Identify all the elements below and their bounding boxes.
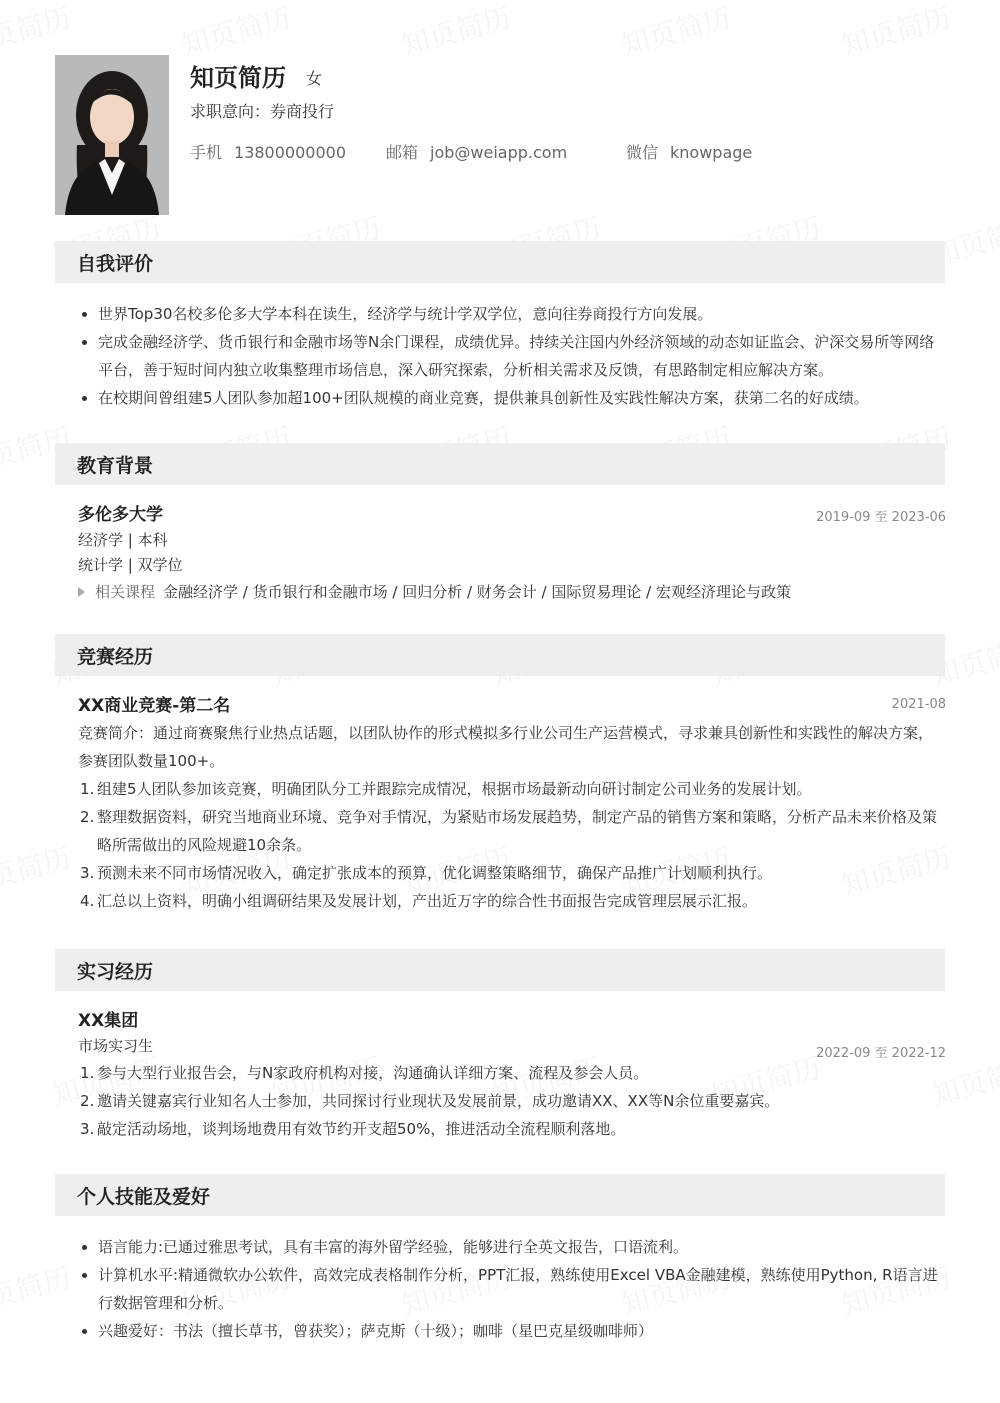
email-value: job@weiapp.com — [430, 143, 568, 162]
competition-block — [78, 693, 946, 915]
job-intent: 求职意向：券商投行 — [190, 102, 335, 121]
list-item — [78, 1115, 946, 1143]
profile-photo — [55, 55, 169, 215]
item-text: 邀请关键嘉宾行业知名人士参加，共同探讨行业现状及发展前景，成功邀请XX、XX等N余位重要嘉宾。 — [97, 1092, 780, 1110]
section-title: 自我评价 — [77, 252, 154, 275]
item-number: 3. — [80, 864, 95, 882]
internship-list — [78, 1059, 946, 1143]
competition-list — [78, 775, 946, 915]
triangle-right-icon — [78, 587, 85, 597]
item-text: 汇总以上资料，明确小组调研结果及发展计划，产出近万字的综合性书面报告完成管理层展示汇报。 — [97, 892, 758, 910]
candidate-gender: 女 — [306, 69, 323, 88]
item-text: 敲定活动场地，谈判场地费用有效节约开支超50%，推进活动全流程顺利落地。 — [97, 1120, 626, 1138]
company-name: XX集团 — [78, 1011, 139, 1031]
section-header-self-eval — [55, 241, 945, 283]
section-header-internship — [55, 949, 945, 991]
section-header-competition — [55, 634, 945, 676]
item-text: 预测未来不同市场情况收入，确定扩张成本的预算，优化调整策略细节，确保产品推广计划顺利执行。 — [97, 864, 773, 882]
skills-block — [78, 1233, 946, 1345]
competition-intro: 竞赛简介：通过商赛聚焦行业热点话题，以团队协作的形式模拟多行业公司生产运营模式，寻求兼具创新性和实践性的解决方案，参赛团队数量100+。 — [78, 724, 934, 770]
item-number: 4. — [80, 892, 95, 910]
list-item — [78, 803, 946, 859]
section-title: 个人技能及爱好 — [77, 1185, 211, 1208]
course-label: 相关课程 — [95, 583, 156, 601]
education-block — [78, 502, 946, 606]
list-item: 完成金融经济学、货币银行和金融市场等N余门课程，成绩优异。持续关注国内外经济领域的动态如证监会、沪深交易所等网络平台，善于短时间内独立收集整理市场信息，深入研究探索，分析相关需求及反馈，有思路制定相应解决方案。 — [78, 328, 946, 384]
watermark-text — [177, 0, 296, 64]
list-item: 计算机水平:精通微软办公软件，高效完成表格制作分析，PPT汇报，熟练使用Excel VBA金融建模，熟练使用Python, R语言进行数据管理和分析。 — [78, 1261, 946, 1317]
competition-name: XX商业竞赛-第二名 — [78, 696, 231, 716]
section-title: 实习经历 — [77, 960, 154, 983]
item-text: 组建5人团队参加该竞赛，明确团队分工并跟踪完成情况，根据市场最新动向研讨制定公司业务的发展计划。 — [97, 780, 812, 798]
section-header-education — [55, 443, 945, 485]
phone-label: 手机 — [190, 143, 223, 162]
wechat-value: knowpage — [670, 143, 753, 162]
item-number: 2. — [80, 1092, 95, 1110]
item-text: 整理数据资料，研究当地商业环境、竞争对手情况，为紧贴市场发展趋势，制定产品的销售方案和策略，分析产品未来价格及策略所需做出的风险规避10余条。 — [97, 808, 938, 854]
list-item: 在校期间曾组建5人团队参加超100+团队规模的商业竞赛，提供兼具创新性及实践性解决方案，获第二名的好成绩。 — [78, 384, 946, 412]
education-date: 2019-09 至 2023-06 — [816, 510, 946, 525]
email-label: 邮箱 — [386, 143, 419, 162]
section-title: 竞赛经历 — [77, 645, 154, 668]
wechat-label: 微信 — [626, 143, 659, 162]
item-number: 3. — [80, 1120, 95, 1138]
related-courses — [78, 578, 946, 606]
internship-role: 市场实习生 — [78, 1037, 154, 1055]
list-item — [78, 859, 946, 887]
contact-email — [386, 140, 567, 163]
school-name: 多伦多大学 — [78, 505, 163, 525]
watermark-text — [837, 0, 956, 64]
major-primary: 经济学 | 本科 — [78, 531, 168, 549]
watermark-text — [0, 1256, 75, 1324]
section-header-skills — [55, 1174, 945, 1216]
course-list: 金融经济学 / 货币银行和金融市场 / 回归分析 / 财务会计 / 国际贸易理论 / 宏观经济理论与政策 — [163, 583, 791, 601]
item-number: 1. — [80, 1064, 95, 1082]
self-eval-block — [78, 300, 946, 412]
section-title: 教育背景 — [77, 454, 154, 477]
list-item: 语言能力:已通过雅思考试，具有丰富的海外留学经验，能够进行全英文报告，口语流利。 — [78, 1233, 946, 1261]
watermark-text — [397, 0, 516, 64]
list-item: 兴趣爱好：书法（擅长草书，曾获奖）；萨克斯（十级）；咖啡（星巴克星级咖啡师） — [78, 1317, 946, 1345]
portrait-image — [55, 55, 169, 215]
list-item: 世界Top30名校多伦多大学本科在读生，经济学与统计学双学位，意向往券商投行方向发展。 — [78, 300, 946, 328]
internship-block — [78, 1008, 946, 1143]
internship-date: 2022-09 至 2022-12 — [816, 1046, 946, 1061]
list-item — [78, 775, 946, 803]
contact-phone — [190, 140, 346, 163]
item-number: 2. — [80, 808, 95, 826]
item-text: 参与大型行业报告会，与N家政府机构对接，沟通确认详细方案、流程及参会人员。 — [97, 1064, 649, 1082]
item-number: 1. — [80, 780, 95, 798]
list-item — [78, 887, 946, 915]
watermark-text — [617, 0, 736, 64]
candidate-name: 知页简历 — [190, 64, 286, 92]
skills-list — [78, 1233, 946, 1345]
self-eval-list — [78, 300, 946, 412]
contact-wechat — [626, 140, 752, 163]
list-item — [78, 1059, 946, 1087]
watermark-text — [0, 836, 75, 904]
list-item — [78, 1087, 946, 1115]
competition-date: 2021-08 — [891, 697, 946, 712]
major-secondary: 统计学 | 双学位 — [78, 556, 183, 574]
phone-value: 13800000000 — [234, 143, 346, 162]
